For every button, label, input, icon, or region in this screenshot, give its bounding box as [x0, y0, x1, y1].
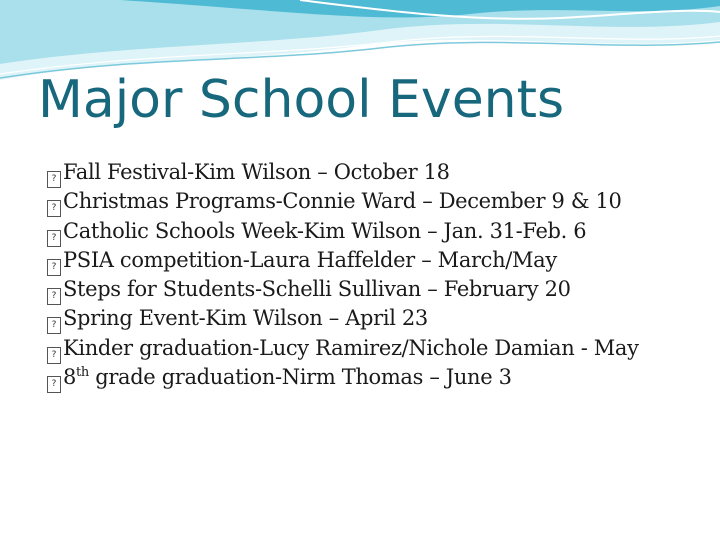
event-text-ordinal-suffix: th: [76, 365, 89, 381]
event-text: Steps for Students-Schelli Sullivan – February 20: [63, 277, 571, 302]
list-item: [47, 217, 717, 246]
missing-glyph-bullet-icon: ?: [47, 200, 61, 217]
list-item: [47, 187, 717, 216]
slide-title: Major School Events: [38, 70, 565, 130]
list-item: [47, 275, 717, 304]
missing-glyph-bullet-icon: ?: [47, 347, 61, 364]
list-item: [47, 363, 717, 392]
event-text-number: 8: [63, 365, 77, 390]
list-item: [47, 246, 717, 275]
event-text-rest: grade graduation-Nirm Thomas – June 3: [88, 365, 512, 390]
missing-glyph-bullet-icon: ?: [47, 288, 61, 305]
list-item: [47, 334, 717, 363]
missing-glyph-bullet-icon: ?: [47, 317, 61, 334]
list-item: [47, 304, 717, 333]
event-text: [63, 363, 512, 392]
event-text: Christmas Programs-Connie Ward – December 9 & 10: [63, 189, 622, 214]
event-text: Fall Festival-Kim Wilson – October 18: [63, 160, 450, 184]
missing-glyph-bullet-icon: ?: [47, 171, 61, 188]
event-text: Catholic Schools Week-Kim Wilson – Jan. 31-Feb. 6: [63, 218, 587, 243]
event-text: Spring Event-Kim Wilson – April 23: [63, 306, 428, 331]
missing-glyph-bullet-icon: ?: [47, 376, 61, 393]
list-item: [47, 158, 717, 187]
missing-glyph-bullet-icon: ?: [47, 259, 61, 276]
missing-glyph-bullet-icon: ?: [47, 230, 61, 247]
event-text: Kinder graduation-Lucy Ramirez/Nichole Damian - May: [63, 335, 639, 360]
event-text: PSIA competition-Laura Haffelder – March/May: [63, 247, 557, 272]
event-list: [47, 158, 717, 392]
